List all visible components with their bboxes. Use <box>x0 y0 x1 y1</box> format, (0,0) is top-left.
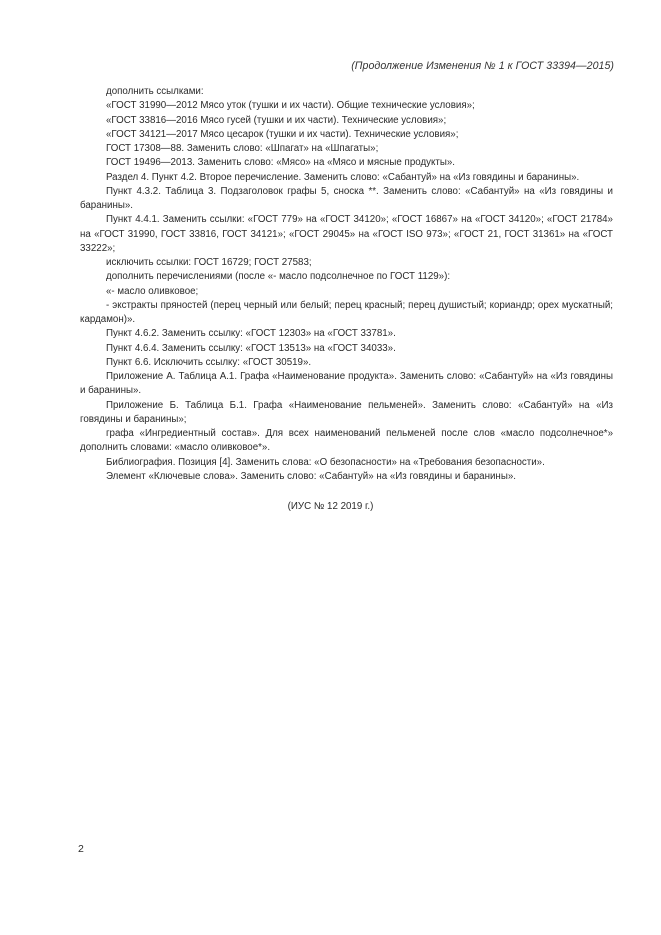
paragraph-item-6-6: Пункт 6.6. Исключить ссылку: «ГОСТ 30519». <box>106 356 312 368</box>
paragraph-keywords: Элемент «Ключевые слова». Заменить слово: «Сабантуй» на «Из говядины и баранины». <box>106 470 516 482</box>
paragraph-add-references: дополнить ссылками: <box>106 86 204 97</box>
paragraph-gost-31990: «ГОСТ 31990—2012 Мясо уток (тушки и их части). Общие технические условия»; <box>106 100 475 112</box>
paragraph-gost-17308: ГОСТ 17308—88. Заменить слово: «Шпагат» на «Шпагаты»; <box>106 143 379 154</box>
paragraph-gost-34121: «ГОСТ 34121—2017 Мясо цесарок (тушки и их части). Технические условия»; <box>106 128 459 140</box>
paragraph-exclude-references: исключить ссылки: ГОСТ 16729; ГОСТ 27583; <box>106 257 312 268</box>
paragraph-section-4-2: Раздел 4. Пункт 4.2. Второе перечисление. Заменить слово: «Сабантуй» на «Из говядины и баранины». <box>106 171 580 183</box>
paragraph-gost-33816: «ГОСТ 33816—2016 Мясо гусей (тушки и их части). Технические условия»; <box>106 114 447 126</box>
paragraph-appendix-b: Приложение Б. Таблица Б.1. Графа «Наименование пельменей». Заменить слово: «Сабантуй» на «Из говядины и баранины»; <box>80 399 613 425</box>
paragraph-item-4-6-4: Пункт 4.6.4. Заменить ссылку: «ГОСТ 13513» на «ГОСТ 34033». <box>106 342 396 354</box>
paragraph-gost-19496: ГОСТ 19496—2013. Заменить слово: «Мясо» на «Мясо и мясные продукты». <box>106 157 456 169</box>
paragraph-bibliography: Библиография. Позиция [4]. Заменить слова: «О безопасности» на «Требования безопасности». <box>106 456 545 468</box>
paragraph-item-4-3-2: Пункт 4.3.2. Таблица 3. Подзаголовок графы 5, сноска **. Заменить слово: «Сабантуй» на «Из говядины и баранины». <box>80 185 613 211</box>
paragraph-item-4-4-1: Пункт 4.4.1. Заменить ссылки: «ГОСТ 779» на «ГОСТ 34120»; «ГОСТ 16867» на «ГОСТ 34120»; «ГОСТ 21784» на «ГОСТ 31990, ГОСТ 33816, ГОСТ 34121»; «ГОСТ 29045» на «ГОСТ ISO 973»; «ГОСТ 21, ГОСТ 31361» на «ГОСТ 33222»; <box>80 214 613 254</box>
paragraph-add-enumerations: дополнить перечислениями (после «- масло подсолнечное по ГОСТ 1129»): <box>106 271 451 283</box>
paragraph-item-4-6-2: Пункт 4.6.2. Заменить ссылку: «ГОСТ 12303» на «ГОСТ 33781». <box>106 328 396 340</box>
continuation-header: (Продолжение Изменения № 1 к ГОСТ 33394—2015) <box>351 60 614 72</box>
paragraph-ingredient-column: графа «Ингредиентный состав». Для всех наименований пельменей после слов «масло подсолнечное*» дополнить словами: «масло оливковое*». <box>80 428 613 454</box>
paragraph-spice-extracts: - экстракты пряностей (перец черный или белый; перец красный; перец душистый; кориандр; орех мускатный; кардамон)». <box>80 299 613 325</box>
amendment-body <box>80 85 613 484</box>
paragraph-olive-oil: «- масло оливковое; <box>106 285 199 297</box>
page-number: 2 <box>78 843 84 855</box>
ius-reference: (ИУС № 12 2019 г.) <box>287 501 374 512</box>
paragraph-appendix-a: Приложение А. Таблица А.1. Графа «Наименование продукта». Заменить слово: «Сабантуй» на «Из говядины и баранины». <box>80 371 613 397</box>
